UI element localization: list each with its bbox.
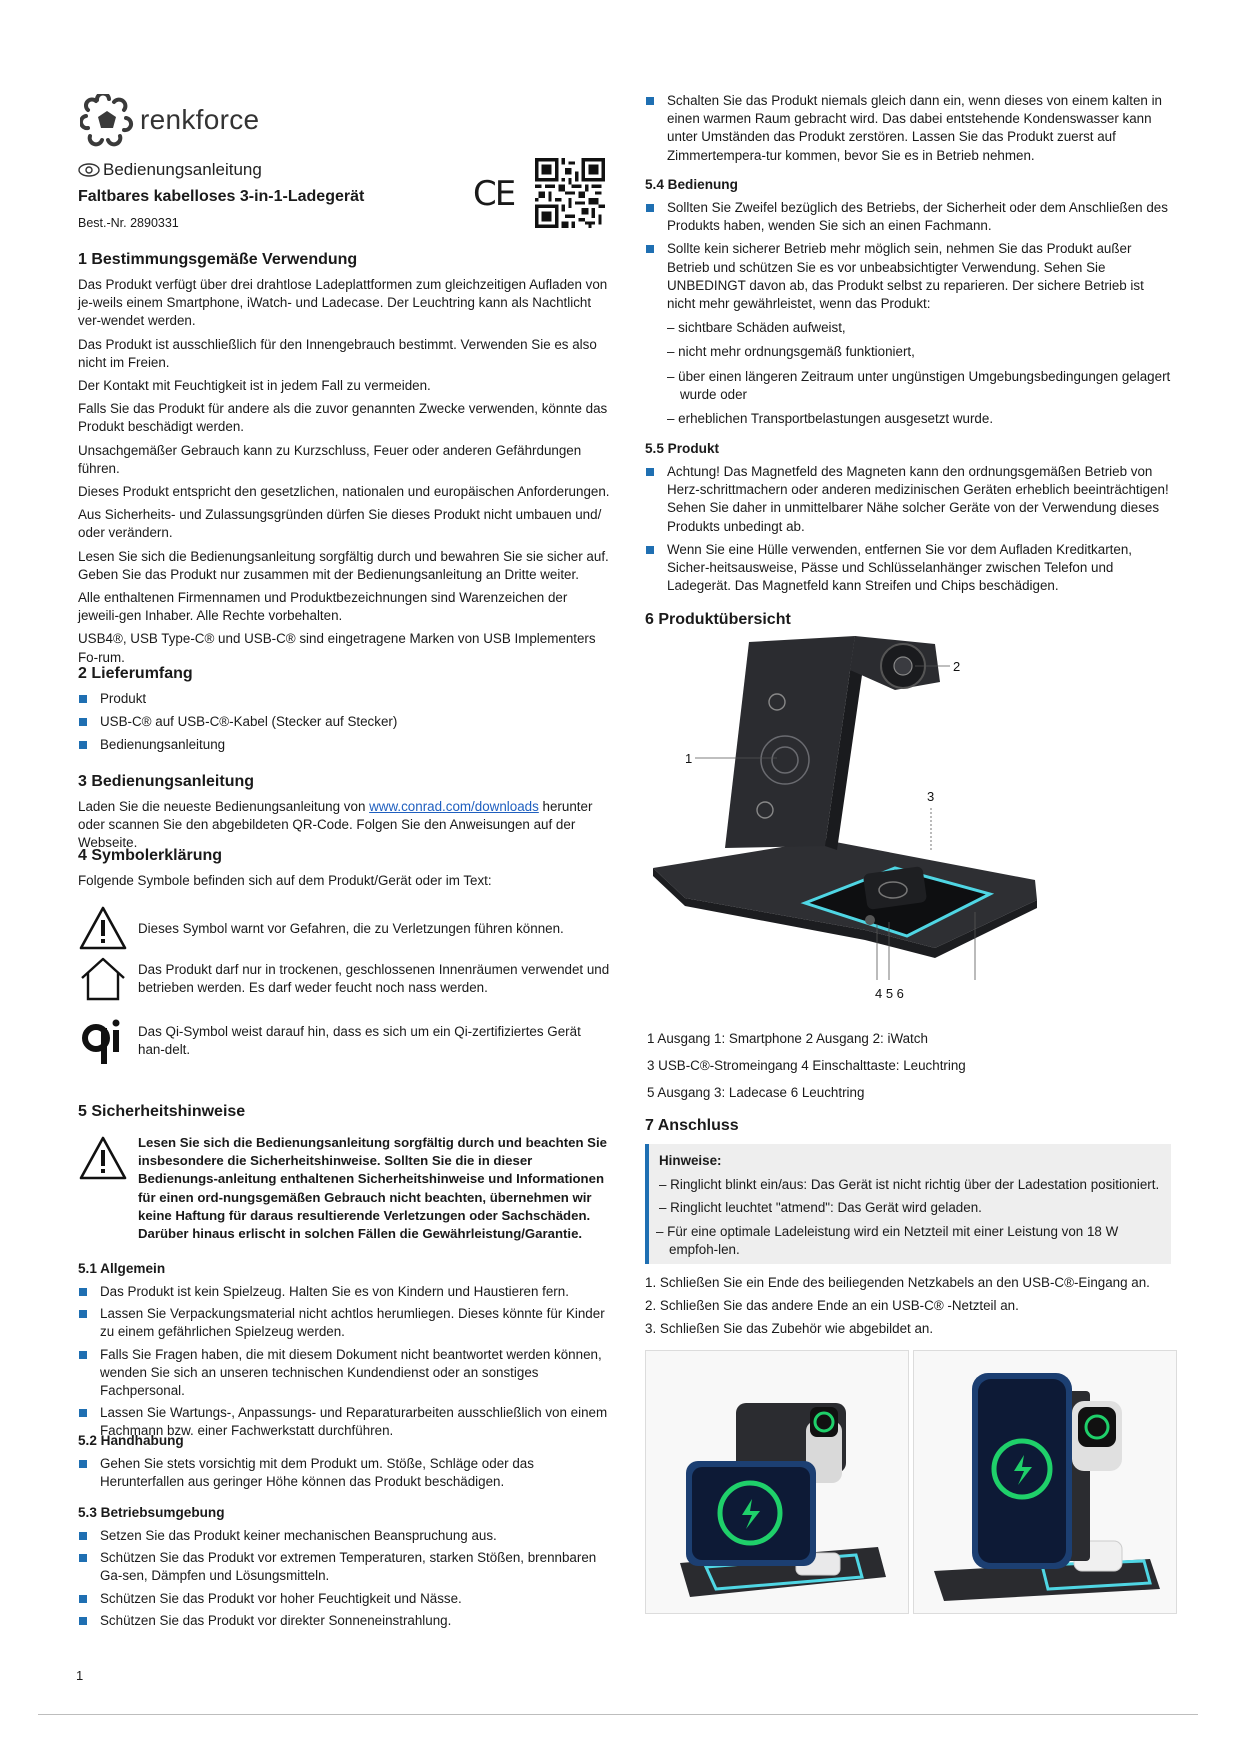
safety-warning-text: Lesen Sie sich die Bedienungsanleitung sorgfältig durch und beachten Sie insbesondere die Sicherheitshinweise. Sollten Sie die in dieser Bedienungs-anleitung enthaltenen Sicherheitshinweise und Informationen für einen ord-nungsgemäßen Gebrauch nicht beachten, übernehmen wir keine Haftung für daraus resultierende Verletzungen oder Sachschäden. Darüber hinaus erlischt in solchen Fällen die Gewährleistung/Garantie. bbox=[138, 1135, 607, 1242]
s1-para: Alle enthaltenen Firmennamen und Produktbezeichnungen sind Warenzeichen der jeweili-gen Inhaber. Alle Rechte vorbehalten. bbox=[78, 590, 568, 624]
s1-para: Aus Sicherheits- und Zulassungsgründen dürfen Sie dieses Produkt nicht umbauen und/ oder verändern. bbox=[78, 507, 602, 541]
s1-para: USB4®, USB Type-C® und USB-C® sind eingetragene Marken von USB Implementers Fo-rum. bbox=[78, 631, 596, 665]
callout-1: 1 bbox=[685, 751, 693, 766]
indoor-house-icon bbox=[78, 954, 128, 1004]
order-number: Best.-Nr. 2890331 bbox=[78, 216, 179, 230]
warning-triangle-icon bbox=[78, 904, 128, 954]
product-overview-diagram bbox=[645, 630, 1065, 1010]
section-5-1-title: 5.1 Allgemein bbox=[78, 1261, 166, 1276]
section-1-body bbox=[78, 276, 610, 667]
section-5-5-title: 5.5 Produkt bbox=[645, 441, 720, 456]
callout-3: 3 bbox=[927, 789, 935, 804]
symbol-row bbox=[78, 904, 610, 954]
brand-logo bbox=[80, 94, 280, 150]
notes-box bbox=[645, 1144, 1171, 1264]
dash-item: – über einen längeren Zeitraum unter ungünstigen Umgebungsbedingungen gelagert wurde oder bbox=[667, 368, 1171, 402]
notes-title: Hinweise: bbox=[659, 1153, 722, 1168]
callout-4-5-6: 4 5 6 bbox=[875, 986, 904, 1001]
eye-icon bbox=[78, 163, 100, 177]
section-5-4-title: 5.4 Bedienung bbox=[645, 177, 738, 192]
step-line: 3. Schließen Sie das Zubehör wie abgebildet an. bbox=[645, 1321, 934, 1337]
dash-item: – nicht mehr ordnungsgemäß funktioniert, bbox=[667, 344, 915, 360]
s1-para: Das Produkt verfügt über drei drahtlose Ladeplattformen zum gleichzeitigen Aufladen von je-weils einem Smartphone, iWatch- und Ladecase. Der Leuchtring kann als Nachtlicht ver-wendet werden. bbox=[78, 277, 608, 329]
product-photo-2 bbox=[913, 1350, 1177, 1614]
s1-para: Das Produkt ist ausschließlich für den Innengebrauch bestimmt. Verwenden Sie es also nicht im Freien. bbox=[78, 336, 597, 370]
section-3-title: 3 Bedienungsanleitung bbox=[78, 773, 255, 790]
dash-item: – erheblichen Transportbelastungen ausgesetzt wurde. bbox=[667, 411, 994, 427]
qi-logo-icon bbox=[78, 1016, 128, 1066]
s3-text-before: Laden Sie die neueste Bedienungsanleitung von bbox=[78, 799, 370, 814]
list-item: Schützen Sie das Produkt vor hoher Feuchtigkeit und Nässe. bbox=[78, 1590, 610, 1608]
section-5-1-list bbox=[78, 1283, 610, 1441]
list-item: Schützen Sie das Produkt vor direkter Sonneneinstrahlung. bbox=[78, 1612, 610, 1630]
list-item: Lassen Sie Verpackungsmaterial nicht achtlos herumliegen. Dieses könnte für Kinder zu einem gefährlichen Spielzeug werden. bbox=[78, 1305, 610, 1341]
section-5-3-continued bbox=[645, 92, 1175, 165]
list-item: Setzen Sie das Produkt keiner mechanischen Beanspruchung aus. bbox=[78, 1527, 610, 1545]
list-item: Sollten Sie Zweifel bezüglich des Betriebs, der Sicherheit oder dem Anschließen des Produkts haben, wenden Sie sich an einen Fachmann. bbox=[645, 199, 1175, 235]
section-5-3-title: 5.3 Betriebsumgebung bbox=[78, 1505, 225, 1520]
list-item: Falls Sie Fragen haben, die mit diesem Dokument nicht beantwortet werden können, wenden Sie sich an unseren technischen Kundendienst oder an sonstiges Fachpersonal. bbox=[78, 1346, 610, 1401]
list-item: Gehen Sie stets vorsichtig mit dem Produkt um. Stöße, Schläge oder das Herunterfallen aus geringer Höhe können das Produkt beschädigen. bbox=[78, 1455, 610, 1491]
list-item: Lassen Sie Wartungs-, Anpassungs- und Reparaturarbeiten ausschließlich von einem Fachmann bzw. einer Fachwerkstatt durchführen. bbox=[78, 1404, 610, 1440]
list-item: Sollte kein sicherer Betrieb mehr möglich sein, nehmen Sie das Produkt außer Betrieb und schützen Sie es vor unbeabsichtigter Verwendung. Sehen Sie UNBEDINGT davon ab, das Produkt selbst zu reparieren. Der sichere Betrieb ist nicht mehr gewährleistet, wenn das Produkt: bbox=[645, 240, 1175, 313]
symbol-text: Dieses Symbol warnt vor Gefahren, die zu Verletzungen führen können. bbox=[138, 920, 564, 936]
callout-2: 2 bbox=[953, 659, 961, 674]
section-4-intro: Folgende Symbole befinden sich auf dem Produkt/Gerät oder im Text: bbox=[78, 873, 492, 888]
step-line: 1. Schließen Sie ein Ende des beiliegenden Netzkabels an den USB-C®-Eingang an. bbox=[645, 1275, 1150, 1290]
section-5-2-list bbox=[78, 1455, 610, 1491]
legend-line: 5 Ausgang 3: Ladecase 6 Leuchtring bbox=[647, 1085, 865, 1101]
section-5-3-list bbox=[78, 1527, 610, 1630]
section-4-title: 4 Symbolerklärung bbox=[78, 847, 223, 864]
list-item: Produkt bbox=[78, 690, 610, 708]
list-item: Das Produkt ist kein Spielzeug. Halten Sie es von Kindern und Haustieren fern. bbox=[78, 1283, 610, 1301]
list-item: USB-C® auf USB-C®-Kabel (Stecker auf Stecker) bbox=[78, 713, 610, 731]
section-3-text bbox=[78, 798, 610, 853]
legend-line: 3 USB-C®-Stromeingang 4 Einschalttaste: Leuchtring bbox=[647, 1058, 966, 1074]
safety-warning bbox=[78, 1134, 610, 1243]
symbol-text: Das Qi-Symbol weist darauf hin, dass es sich um ein Qi-zertifiziertes Gerät han-delt. bbox=[138, 1023, 581, 1057]
note-line: – Ringlicht leuchtet "atmend": Das Gerät wird geladen. bbox=[659, 1200, 982, 1216]
symbol-text: Das Produkt darf nur in trockenen, geschlossenen Innenräumen verwendet und betrieben werden. Es darf weder feucht noch nass werden. bbox=[138, 961, 610, 995]
section-5-title: 5 Sicherheitshinweise bbox=[78, 1103, 246, 1120]
section-5-2-title: 5.2 Handhabung bbox=[78, 1433, 184, 1448]
qr-code[interactable] bbox=[535, 158, 605, 228]
s1-para: Der Kontakt mit Feuchtigkeit ist in jedem Fall zu vermeiden. bbox=[78, 378, 431, 394]
brand-name: renkforce bbox=[140, 104, 260, 135]
note-line: – Ringlicht blinkt ein/aus: Das Gerät ist nicht richtig über der Ladestation positioniert. bbox=[659, 1177, 1160, 1193]
section-6-legend bbox=[647, 1030, 1177, 1103]
list-item: Schalten Sie das Produkt niemals gleich dann ein, wenn dieses von einem kalten in einen warmen Raum gebracht wird. Das dabei entstehende Kondenswasser kann unter Umständen das Produkt zerstören. Lassen Sie das Produkt zuerst auf Zimmertempera-tur kommen, bevor Sie es in Betrieb nehmen. bbox=[645, 92, 1175, 165]
s1-para: Falls Sie das Produkt für andere als die zuvor genannten Zwecke verwenden, könnte das Produkt beschädigt werden. bbox=[78, 401, 608, 435]
dash-item: – sichtbare Schäden aufweist, bbox=[667, 320, 846, 336]
warning-triangle-icon bbox=[78, 1134, 128, 1184]
section-6-title: 6 Produktübersicht bbox=[645, 611, 791, 628]
section-2-list bbox=[78, 690, 610, 755]
legend-line: 1 Ausgang 1: Smartphone 2 Ausgang 2: iWatch bbox=[647, 1031, 928, 1046]
doc-type-label: Bedienungsanleitung bbox=[103, 160, 262, 179]
list-item: Wenn Sie eine Hülle verwenden, entfernen Sie vor dem Aufladen Kreditkarten, Sicher-heitsausweise, Pässe und Schlüsselanhänger zwischen Telefon und Ladegerät. Das Magnetfeld kann Streifen und Chips beschädigen. bbox=[645, 541, 1175, 596]
list-item: Achtung! Das Magnetfeld des Magneten kann den ordnungsgemäßen Betrieb von Herz-schrittmachern oder anderen medizinischen Geräten erheblich beeinträchtigen! Sehen Sie daher in unmittelbarer Nähe solcher Geräte von der Verwendung dieses Produkts unbedingt ab. bbox=[645, 463, 1175, 536]
section-2-title: 2 Lieferumfang bbox=[78, 665, 193, 682]
ce-mark: CE bbox=[473, 174, 515, 214]
symbol-row bbox=[78, 954, 610, 1004]
list-item: Bedienungsanleitung bbox=[78, 736, 610, 754]
s1-para: Dieses Produkt entspricht den gesetzlichen, nationalen und europäischen Anforderungen. bbox=[78, 484, 610, 500]
s3-text-after: herunter oder scannen Sie den abgebildeten QR-Code. Folgen Sie den Anweisungen auf der Webseite. bbox=[78, 799, 593, 851]
s1-para: Unsachgemäßer Gebrauch kann zu Kurzschluss, Feuer oder anderen Gefährdungen führen. bbox=[78, 442, 582, 476]
footer-rule bbox=[38, 1714, 1198, 1715]
product-title: Faltbares kabelloses 3-in-1-Ladegerät bbox=[78, 188, 365, 205]
section-5-4-list bbox=[645, 199, 1175, 428]
page-number: 1 bbox=[76, 1668, 84, 1683]
section-1-title: 1 Bestimmungsgemäße Verwendung bbox=[78, 251, 358, 268]
step-line: 2. Schließen Sie das andere Ende an ein USB-C® -Netzteil an. bbox=[645, 1298, 1019, 1314]
section-5-5-list bbox=[645, 463, 1175, 595]
list-item: Schützen Sie das Produkt vor extremen Temperaturen, starken Stößen, brennbaren Ga-sen, Dämpfen und Lösungsmitteln. bbox=[78, 1549, 610, 1585]
symbol-row bbox=[78, 1016, 610, 1066]
renkforce-logo-icon bbox=[80, 94, 136, 150]
note-line: – Für eine optimale Ladeleistung wird ein Netzteil mit einer Leistung von 18 W empfoh-len. bbox=[656, 1223, 1119, 1257]
doc-type bbox=[78, 160, 262, 180]
downloads-link[interactable]: www.conrad.com/downloads bbox=[369, 799, 539, 814]
section-7-title: 7 Anschluss bbox=[645, 1117, 739, 1134]
product-photo-1 bbox=[645, 1350, 909, 1614]
section-7-steps bbox=[645, 1274, 1175, 1339]
s1-para: Lesen Sie sich die Bedienungsanleitung sorgfältig durch und bewahren Sie sie sicher auf. Geben Sie das Produkt nur zusammen mit der Bedienungsanleitung an Dritte weiter. bbox=[78, 548, 609, 582]
